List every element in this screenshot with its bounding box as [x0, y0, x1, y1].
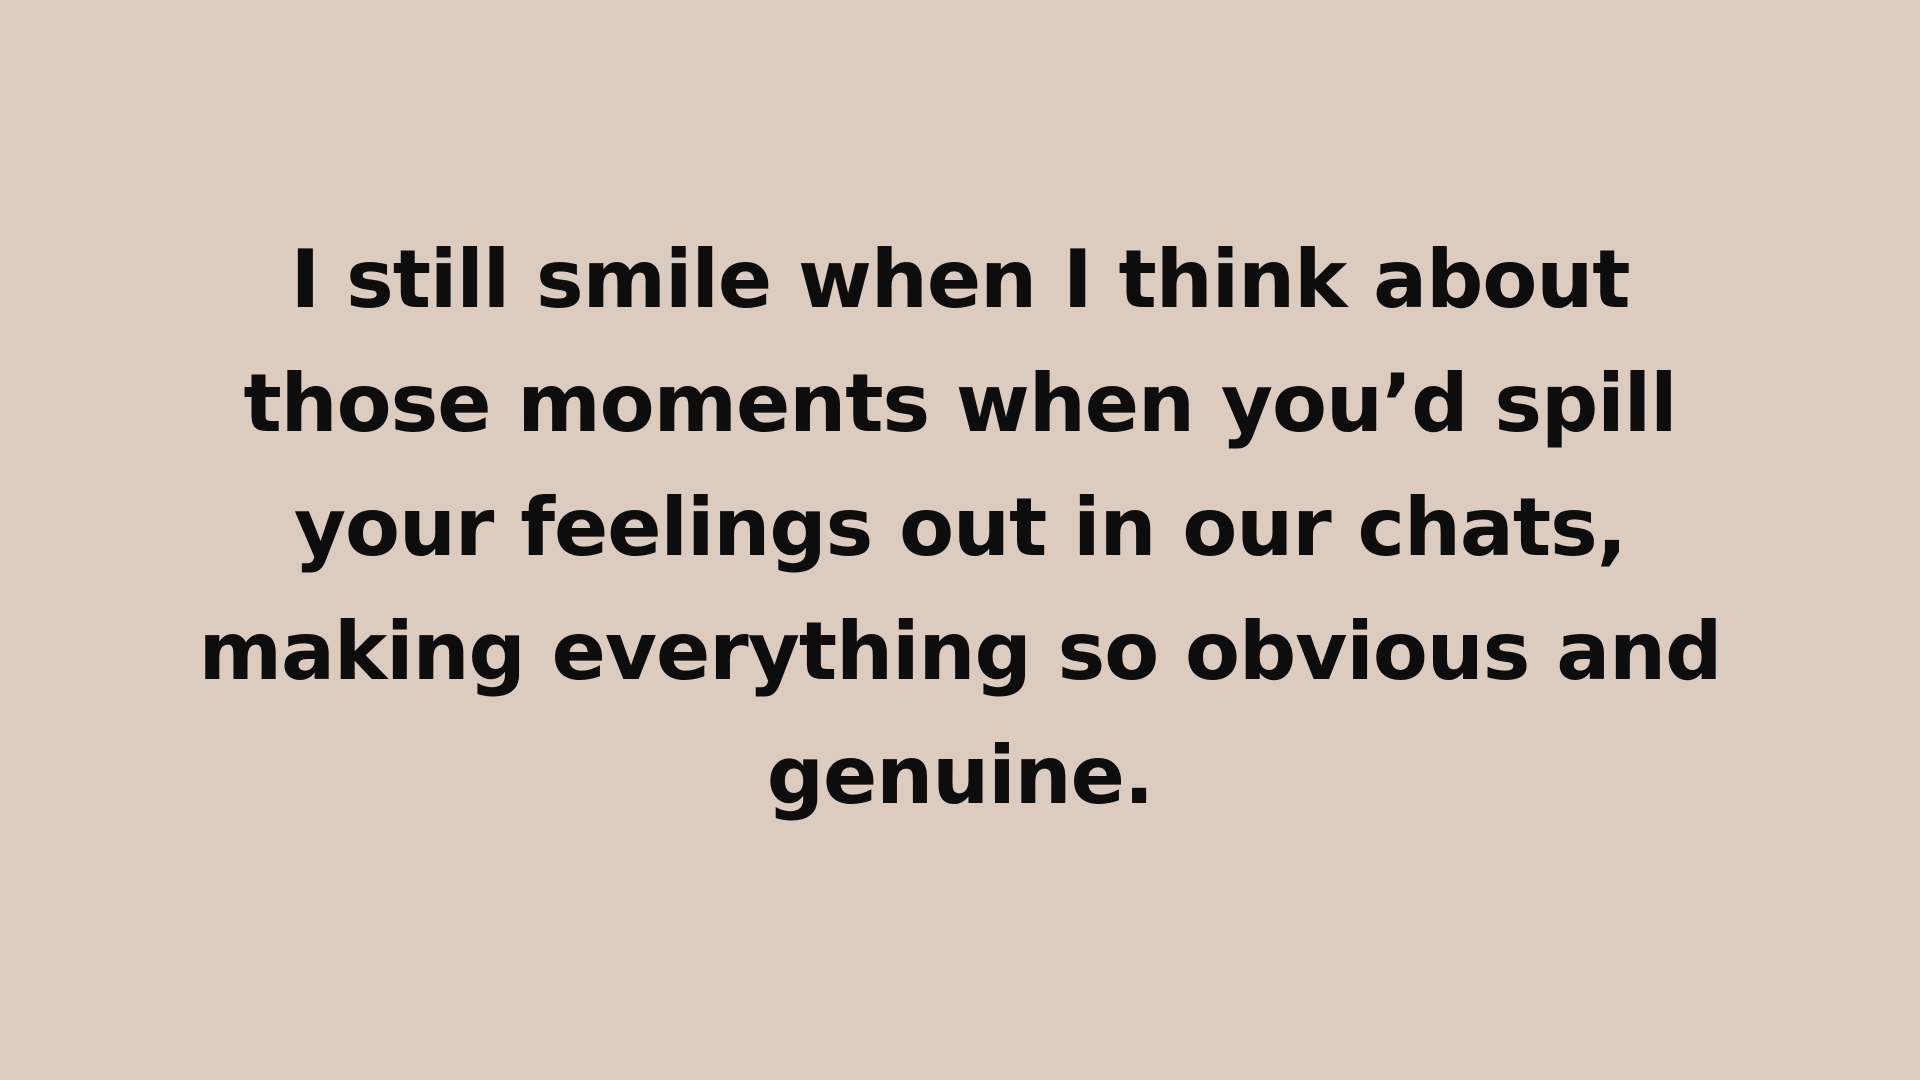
- quote-line-2: those moments when you’d spill: [243, 357, 1677, 450]
- quote-line-4: making everything so obvious and: [198, 605, 1722, 698]
- quote-line-1: I still smile when I think about: [290, 233, 1630, 326]
- quote-line-3: your feelings out in our chats,: [293, 481, 1627, 574]
- quote-line-5: genuine.: [766, 729, 1154, 822]
- quote-text: [180, 218, 1740, 838]
